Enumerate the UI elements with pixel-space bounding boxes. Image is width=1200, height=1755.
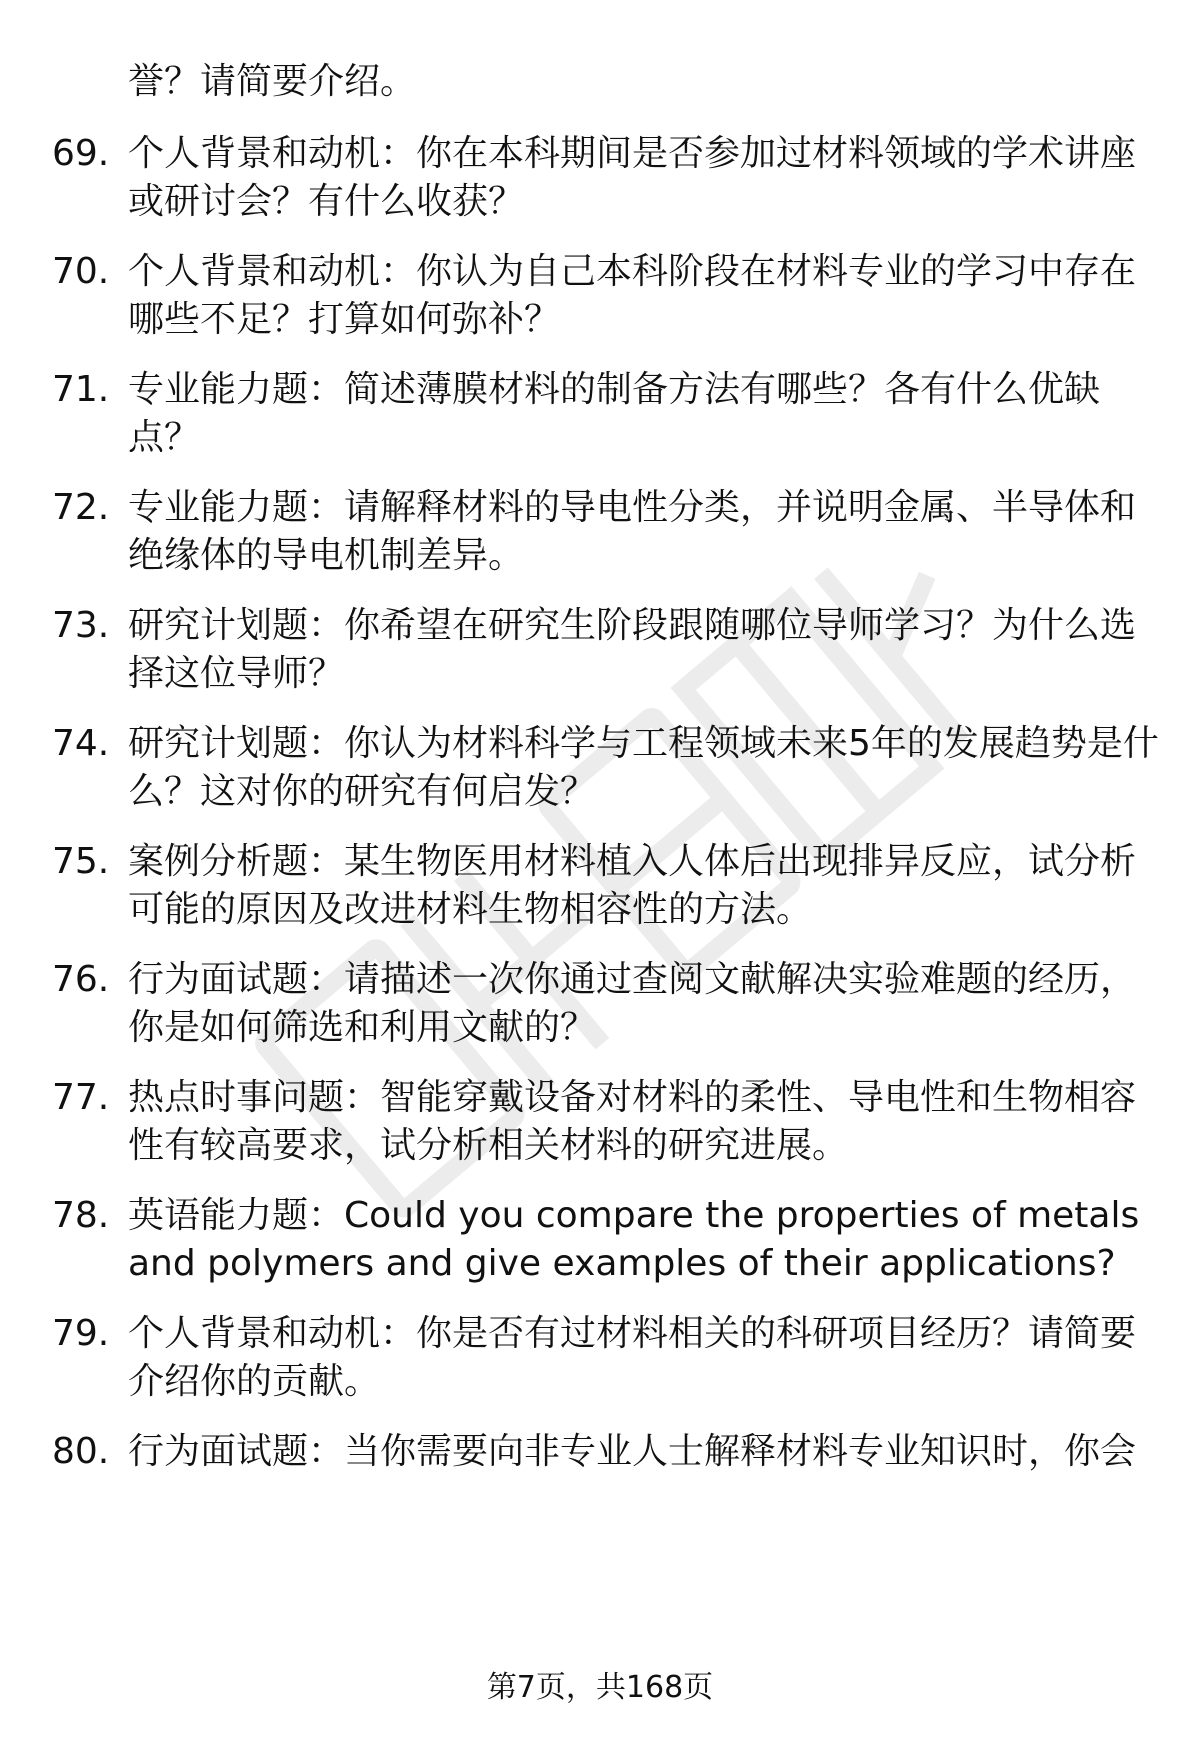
- question-line: 性有较高要求，试分析相关材料的研究进展。: [128, 1125, 849, 1166]
- question-line: 个人背景和动机：你是否有过材料相关的科研项目经历？请简要: [128, 1313, 1137, 1354]
- question-text: [128, 720, 1160, 816]
- question-text: [128, 130, 1160, 226]
- question-line: 择这位导师？: [128, 653, 345, 694]
- question-text: [128, 1428, 1160, 1476]
- question-text: [128, 484, 1160, 580]
- question-line: 行为面试题：当你需要向非专业人士解释材料专业知识时，你会: [128, 1431, 1137, 1472]
- continuation-text: 誉？请简要介绍。: [128, 61, 417, 102]
- question-line: 行为面试题：请描述一次你通过查阅文献解决实验难题的经历，: [128, 959, 1137, 1000]
- question-line: 热点时事问题：智能穿戴设备对材料的柔性、导电性和生物相容: [128, 1077, 1137, 1118]
- question-number: 69.: [52, 133, 110, 174]
- question-line: 哪些不足？打算如何弥补？: [128, 299, 561, 340]
- question-line: 专业能力题：请解释材料的导电性分类，并说明金属、半导体和: [128, 487, 1137, 528]
- question-number: 77.: [52, 1077, 110, 1118]
- question-number: 73.: [52, 605, 110, 646]
- question-line: and polymers and give examples of their applications?: [128, 1243, 1116, 1284]
- question-line: 介绍你的贡献。: [128, 1361, 381, 1402]
- question-line: 英语能力题：Could you compare the properties of metals: [128, 1195, 1140, 1236]
- question-number: 71.: [52, 369, 110, 410]
- question-number: 74.: [52, 723, 110, 764]
- question-line: 个人背景和动机：你认为自己本科阶段在材料专业的学习中存在: [128, 251, 1137, 292]
- question-text: [128, 366, 1160, 462]
- question-text: [128, 1192, 1160, 1288]
- question-number: 70.: [52, 251, 110, 292]
- question-text: [128, 956, 1160, 1052]
- question-line: 你是如何筛选和利用文献的？: [128, 1007, 597, 1048]
- page-footer: 第7页，共168页: [486, 1670, 714, 1705]
- question-line: 研究计划题：你认为材料科学与工程领域未来5年的发展趋势是什: [128, 723, 1159, 764]
- question-line: 绝缘体的导电机制差异。: [128, 535, 525, 576]
- question-line: 可能的原因及改进材料生物相容性的方法。: [128, 889, 813, 930]
- question-line: 个人背景和动机：你在本科期间是否参加过材料领域的学术讲座: [128, 133, 1137, 174]
- question-text: [128, 838, 1160, 934]
- question-number: 76.: [52, 959, 110, 1000]
- question-line: 或研讨会？有什么收获？: [128, 181, 525, 222]
- question-number: 72.: [52, 487, 110, 528]
- question-text: [128, 248, 1160, 344]
- question-line: 专业能力题：简述薄膜材料的制备方法有哪些？各有什么优缺: [128, 369, 1101, 410]
- question-number: 79.: [52, 1313, 110, 1354]
- question-line: 么？这对你的研究有何启发？: [128, 771, 597, 812]
- question-line: 点？: [128, 417, 201, 458]
- question-number: 78.: [52, 1195, 110, 1236]
- question-text: [128, 1310, 1160, 1406]
- question-number: 75.: [52, 841, 110, 882]
- question-line: 案例分析题：某生物医用材料植入人体后出现排异反应，试分析: [128, 841, 1137, 882]
- question-text: [128, 1074, 1160, 1170]
- question-text: [128, 602, 1160, 698]
- question-line: 研究计划题：你希望在研究生阶段跟随哪位导师学习？为什么选: [128, 605, 1137, 646]
- question-number: 80.: [52, 1431, 110, 1472]
